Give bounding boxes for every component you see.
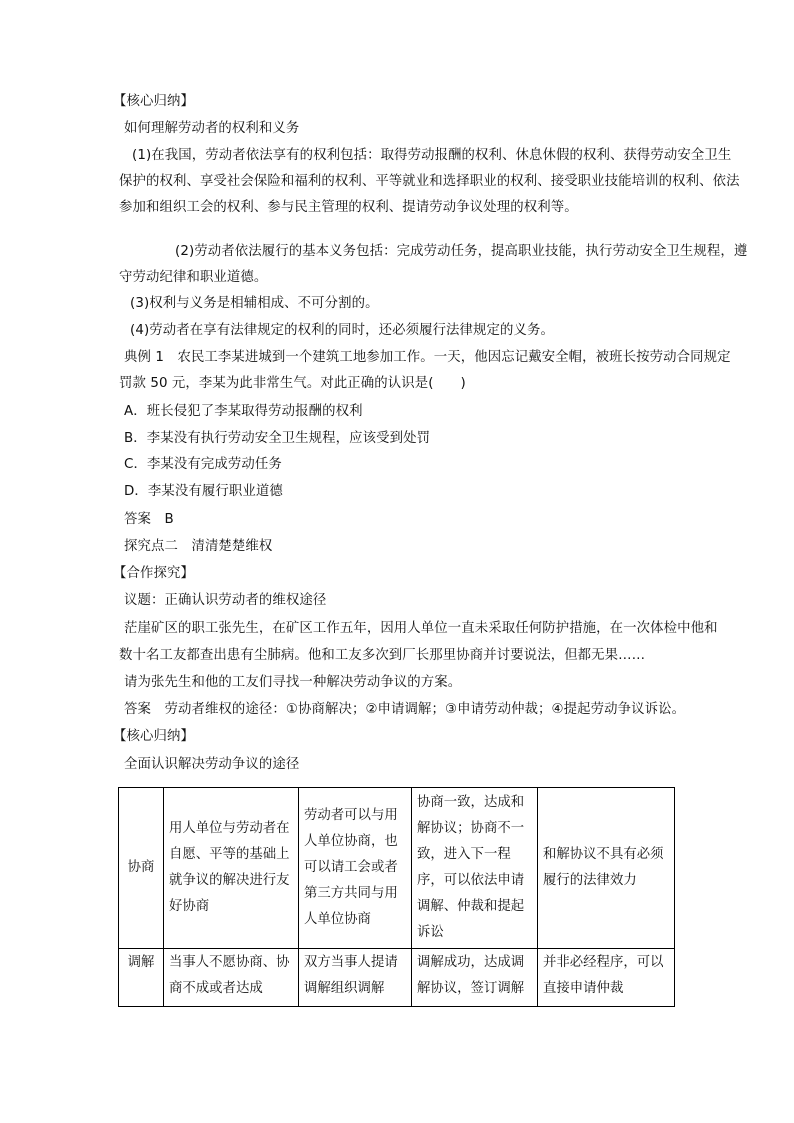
method-note-cell: 和解协议不具有必须履行的法律效力 <box>538 788 675 949</box>
core-summary-heading-2: 【核心归纳】 <box>113 729 194 744</box>
method-name-cell: 协商 <box>119 788 164 949</box>
core-summary-heading: 【核心归纳】 <box>113 94 194 109</box>
duties-paragraph-line-2: 守劳动纪律和职业道德。 <box>119 270 268 285</box>
dispute-resolution-subtitle: 全面认识解决劳动争议的途径 <box>124 757 300 772</box>
method-participants-cell: 劳动者可以与用人单位协商，也可以请工会或者第三方共同与用人单位协商 <box>299 788 412 949</box>
case-answer: 答案 劳动者维权的途径：①协商解决；②申请调解；③申请劳动仲裁；④提起劳动争议诉讼。 <box>124 702 686 717</box>
method-result-cell: 调解成功，达成调解协议，签订调解 <box>412 949 538 1007</box>
case-prompt: 请为张先生和他的工友们寻找一种解决劳动争议的方案。 <box>124 675 462 690</box>
method-result-cell: 协商一致，达成和解协议；协商不一致，进入下一程序，可以依法申请调解、仲裁和提起诉讼 <box>412 788 538 949</box>
section2-title: 探究点二 清清楚楚维权 <box>124 539 273 554</box>
method-definition-cell: 用人单位与劳动者在自愿、平等的基础上就争议的解决进行友好协商 <box>164 788 299 949</box>
dispute-methods-table <box>118 787 675 1007</box>
option-b: B．李某没有执行劳动安全卫生规程，应该受到处罚 <box>124 431 431 446</box>
table-row <box>119 788 675 949</box>
rights-duties-relation: (3)权利与义务是相辅相成、不可分割的。 <box>130 296 379 311</box>
method-name-cell: 调解 <box>119 949 164 1007</box>
table-row <box>119 949 675 1007</box>
rights-paragraph-line-3: 参加和组织工会的权利、参与民主管理的权利、提请劳动争议处理的权利等。 <box>119 200 578 215</box>
case-line-2: 数十名工友都查出患有尘肺病。他和工友多次到厂长那里协商并讨要说法，但都无果…… <box>119 648 646 663</box>
rights-paragraph-line-2: 保护的权利、享受社会保险和福利的权利、平等就业和选择职业的权利、接受职业技能培训的权利、依法 <box>119 174 740 189</box>
example-stem-line-2: 罚款 50 元，李某为此非常生气。对此正确的认识是( ) <box>119 376 466 391</box>
cooperative-inquiry-heading: 【合作探究】 <box>113 566 194 581</box>
case-line-1: 茫崖矿区的职工张先生，在矿区工作五年，因用人单位一直未采取任何防护措施，在一次体检中他和 <box>124 621 718 636</box>
rights-duties-subtitle: 如何理解劳动者的权利和义务 <box>124 121 300 136</box>
option-c: C．李某没有完成劳动任务 <box>124 457 282 472</box>
option-a: A．班长侵犯了李某取得劳动报酬的权利 <box>124 404 363 419</box>
rights-with-duties: (4)劳动者在享有法律规定的权利的同时，还必须履行法律规定的义务。 <box>130 323 554 338</box>
option-d: D．李某没有履行职业道德 <box>124 484 283 499</box>
duties-paragraph-line-1: (2)劳动者依法履行的基本义务包括：完成劳动任务，提高职业技能，执行劳动安全卫生规程，遵 <box>175 244 748 259</box>
method-participants-cell: 双方当事人提请调解组织调解 <box>299 949 412 1007</box>
method-definition-cell: 当事人不愿协商、协商不成或者达成 <box>164 949 299 1007</box>
rights-paragraph-line-1: (1)在我国，劳动者依法享有的权利包括：取得劳动报酬的权利、休息休假的权利、获得劳动安全卫生 <box>132 148 732 163</box>
method-note-cell: 并非必经程序，可以直接申请仲裁 <box>538 949 675 1007</box>
example-answer: 答案 B <box>124 512 174 527</box>
topic-line: 议题：正确认识劳动者的维权途径 <box>124 593 327 608</box>
example-stem-line-1: 典例 1 农民工李某进城到一个建筑工地参加工作。一天，他因忘记戴安全帽，被班长按劳动合同规定 <box>124 350 731 365</box>
